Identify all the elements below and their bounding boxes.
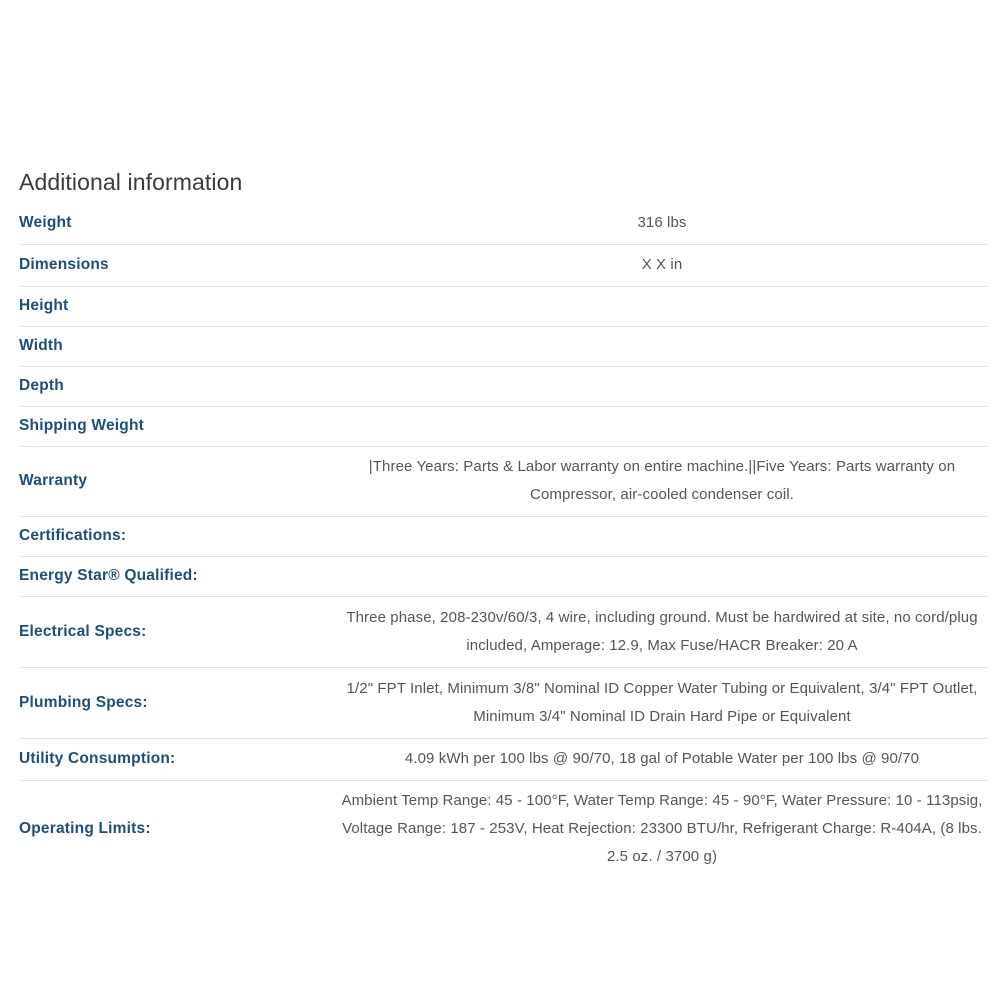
attribute-value xyxy=(337,516,987,556)
attribute-value: X X in xyxy=(641,256,683,273)
attribute-value: 4.09 kWh per 100 lbs @ 90/70, 18 gal of Potable Water per 100 lbs @ 90/70 xyxy=(404,750,920,767)
attribute-label: Warranty xyxy=(19,472,88,489)
attribute-label: Plumbing Specs: xyxy=(19,693,148,711)
attribute-value xyxy=(337,556,987,596)
attribute-value: 1/2" FPT Inlet, Minimum 3/8" Nominal ID Copper Water Tubing or Equivalent, 3/4" FPT Outlet, Minimum 3/4" Nominal ID Drain Hard Pipe or Equivalent xyxy=(346,679,978,725)
attribute-label: Shipping Weight xyxy=(19,417,144,434)
attribute-value xyxy=(337,366,987,406)
attribute-row-height xyxy=(19,286,987,326)
attribute-label: Electrical Specs: xyxy=(19,622,147,640)
attribute-row-shipping-weight xyxy=(19,406,987,446)
additional-information-section xyxy=(19,168,987,877)
attribute-label: Certifications: xyxy=(19,527,127,544)
attribute-value: |Three Years: Parts & Labor warranty on entire machine.||Five Years: Parts warranty on Compressor, air-cooled condenser coil. xyxy=(368,458,956,503)
attribute-value: Ambient Temp Range: 45 - 100°F, Water Temp Range: 45 - 90°F, Water Pressure: 10 - 113psig, Voltage Range: 187 - 253V, Heat Rejection: 23300 BTU/hr, Refrigerant Charge: R-404A, (8 lbs. 2.5 oz. / 3700 g) xyxy=(341,791,983,865)
attribute-label: Operating Limits: xyxy=(19,819,151,837)
attribute-label: Depth xyxy=(19,377,64,394)
attribute-row-depth xyxy=(19,366,987,406)
attributes-table xyxy=(19,202,987,877)
attribute-row-dimensions xyxy=(19,244,987,286)
attribute-row-certifications xyxy=(19,516,987,556)
attribute-label: Width xyxy=(19,337,63,354)
attribute-row-operating-limits xyxy=(19,780,987,877)
section-heading: Additional information xyxy=(19,169,243,195)
attribute-value xyxy=(337,286,987,326)
attribute-row-plumbing-specs xyxy=(19,667,987,738)
attribute-label: Dimensions xyxy=(19,256,109,273)
attribute-row-warranty xyxy=(19,446,987,516)
attribute-label: Height xyxy=(19,297,69,314)
attribute-row-energy-star xyxy=(19,556,987,596)
attribute-label: Weight xyxy=(19,213,72,231)
attribute-row-utility-consumption xyxy=(19,738,987,780)
attribute-value: 316 lbs xyxy=(637,213,687,231)
attribute-row-electrical-specs xyxy=(19,596,987,667)
attribute-value xyxy=(337,406,987,446)
attribute-value: Three phase, 208-230v/60/3, 4 wire, including ground. Must be hardwired at site, no cord/plug included, Amperage: 12.9, Max Fuse/HACR Breaker: 20 A xyxy=(346,608,978,654)
attribute-label: Energy Star® Qualified: xyxy=(19,567,198,584)
attribute-row-width xyxy=(19,326,987,366)
attribute-label: Utility Consumption: xyxy=(19,750,176,767)
attribute-value xyxy=(337,326,987,366)
attribute-row-weight xyxy=(19,202,987,244)
